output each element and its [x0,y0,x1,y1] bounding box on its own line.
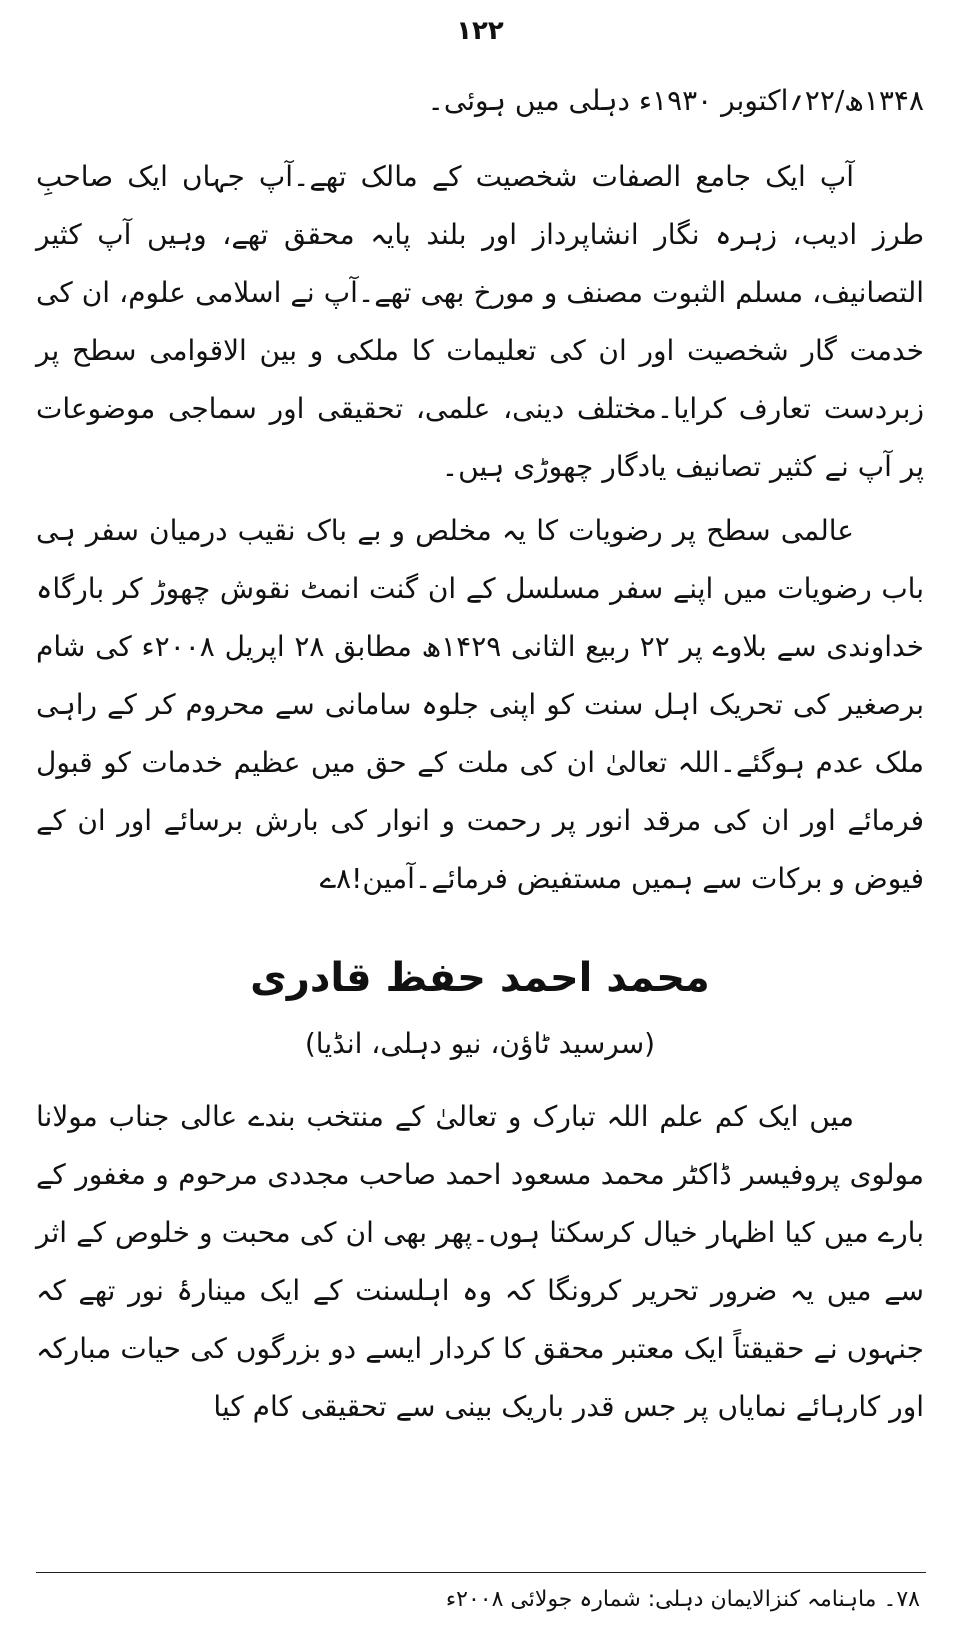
footer-divider [36,1572,926,1573]
article-title: محمد احمد حفظ قادری [250,955,710,1001]
date-line: ۱۳۴۸ھ/۲۲؍اکتوبر ۱۹۳۰ء دہلی میں ہوئی۔ [427,84,924,117]
page-body [36,72,924,1436]
paragraph-demise: عالمی سطح پر رضویات کا یہ مخلص و بے باک نقیب درمیان سفر ہی باب رضویات میں اپنے سفر مسلسل کے ان گنت انمٹ نقوش چھوڑ کر بارگاہ خداوندی سے بلاوے پر ۲۲ ربیع الثانی ۱۴۲۹ھ مطابق ۲۸ اپریل ۲۰۰۸ء کی شام برصغیر کی تحریک اہل سنت کو اپنی جلوہ سامانی سے محروم کر کے راہی ملک عدم ہوگئے۔اللہ تعالیٰ ان کی ملت کے حق میں عظیم خدمات کو قبول فرمائے اور ان کی مرقد انور پر رحمت و انوار کی بارش برسائے اور ان کے فیوض و برکات سے ہمیں مستفیض فرمائے۔آمین!۸ے [36,514,924,895]
page-number: ۱۲۲ [456,16,504,46]
footer-citation: ۷۸۔ ماہنامہ کنزالایمان دہلی: شمارہ جولائی ۲۰۰۸ء [445,1587,920,1612]
article-subtitle: (سرسید ٹاؤن، نیو دہلی، انڈیا) [304,1027,656,1060]
article-paragraph: میں ایک کم علم اللہ تبارک و تعالیٰ کے منتخب بندے عالی جناب مولانا مولوی پروفیسر ڈاکٹر محمد مسعود احمد صاحب مجددی مرحوم و مغفور کے بارے میں کیا اظہار خیال کرسکتا ہوں۔پھر بھی ان کی محبت و خلوص کے اثر سے میں یہ ضرور تحریر کرونگا کہ وہ اہلسنت کے ایک مینارۂ نور تھے کہ جنہوں نے حقیقتاً ایک معتبر محقق کا کردار ایسے دو بزرگوں کی حیات مبارکہ اور کارہائے نمایاں پر جس قدر باریک بینی سے تحقیقی کام کیا [36,1100,924,1423]
paragraph-biography: آپ ایک جامع الصفات شخصیت کے مالک تھے۔آپ جہاں ایک صاحبِ طرز ادیب، زہرہ نگار انشاپرداز اور بلند پایہ محقق تھے، وہیں آپ کثیر التصانیف، مسلم الثبوت مصنف و مورخ بھی تھے۔آپ نے اسلامی علوم، ان کی خدمت گار شخصیت اور ان کی تعلیمات کا ملکی و بین الاقوامی سطح پر زبردست تعارف کرایا۔مختلف دینی، علمی، تحقیقی اور سماجی موضوعات پر آپ نے کثیر تصانیف یادگار چھوڑی ہیں۔ [36,160,924,483]
